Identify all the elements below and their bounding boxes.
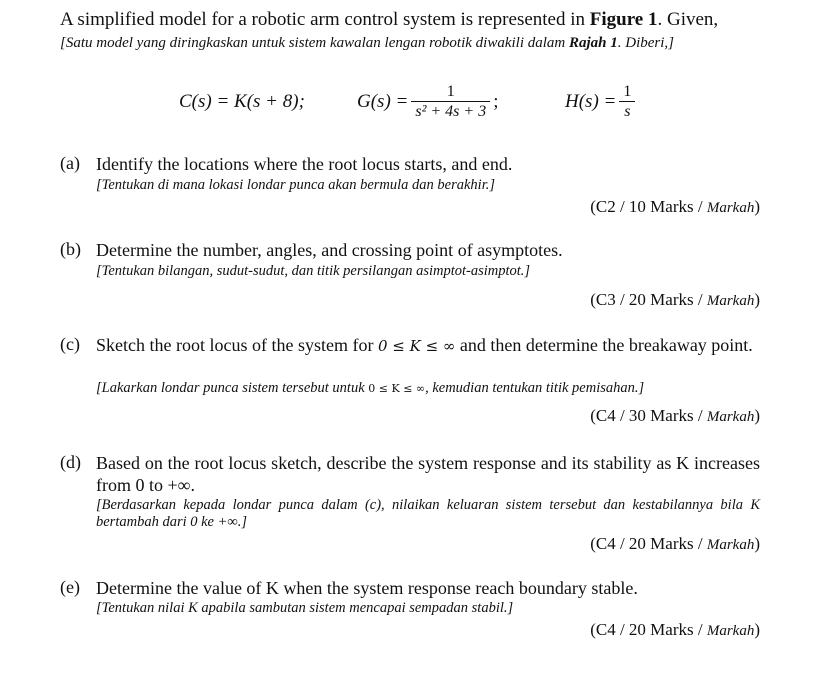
h-fraction	[619, 83, 635, 122]
question-text: Based on the root locus sketch, describe the system response and its stability as K increases from 0 to +∞.	[96, 453, 760, 495]
marks-c	[590, 406, 760, 426]
marks-close: )	[754, 534, 760, 553]
figure-reference: Figure 1	[589, 9, 658, 30]
controller-equation	[179, 72, 305, 132]
intro-malay-text: [Satu model yang diringkaskan untuk sistem kawalan lengan robotik diwakili dalam	[60, 35, 569, 51]
feedback-equation	[565, 72, 638, 132]
marks-text: (C4 / 20 Marks /	[590, 534, 707, 553]
intro-malay-text-end: . Diberi,]	[617, 35, 674, 51]
question-c	[60, 334, 760, 414]
malay-text-part: , kemudian tentukan titik pemisahan.]	[425, 380, 645, 396]
question-malay: [Tentukan nilai K apabila sambutan sistem mencapai sempadan stabil.]	[96, 600, 514, 616]
markah-text: Markah	[706, 537, 755, 553]
k-range-malay: 0 ≤ K ≤ ∞	[368, 382, 426, 395]
h-lhs: H(s) =	[565, 91, 617, 112]
h-numerator: 1	[623, 82, 632, 100]
marks-a	[590, 197, 760, 217]
question-label: (e)	[60, 577, 80, 597]
markah-text: Markah	[706, 200, 755, 216]
question-label: (d)	[60, 452, 81, 472]
intro-english	[60, 8, 718, 32]
marks-text: (C2 / 10 Marks /	[590, 197, 707, 216]
rajah-reference: Rajah 1	[568, 35, 618, 51]
marks-text: (C3 / 20 Marks /	[590, 290, 707, 309]
h-denominator: s	[624, 102, 631, 120]
k-range: 0 ≤ K ≤ ∞	[377, 337, 456, 355]
question-malay	[96, 380, 760, 397]
marks-b	[590, 290, 760, 310]
intro-text-end: . Given,	[657, 9, 719, 30]
marks-d	[590, 534, 760, 554]
question-text-part: and then determine the breakaway point.	[455, 335, 753, 355]
question-d	[60, 452, 760, 542]
question-malay: [Tentukan bilangan, sudut-sudut, dan titik persilangan asimptot-asimptot.]	[96, 263, 531, 279]
g-numerator: 1	[446, 82, 455, 100]
markah-text: Markah	[706, 409, 755, 425]
plant-equation	[357, 72, 498, 132]
marks-close: )	[754, 406, 760, 425]
g-denominator: s² + 4s + 3	[415, 102, 487, 120]
question-malay: [Berdasarkan kepada londar punca dalam (c), nilaikan keluaran sistem tersebut dan kestabilannya bila K bertambah dari 0 ke +∞.]	[96, 497, 760, 530]
question-text-part: Sketch the root locus of the system for	[96, 335, 378, 355]
question-text: Identify the locations where the root locus starts, and end.	[96, 154, 513, 174]
marks-text: (C4 / 20 Marks /	[590, 620, 707, 639]
marks-e	[590, 620, 760, 640]
question-text	[96, 334, 760, 357]
intro-text: A simplified model for a robotic arm control system is represented in	[60, 9, 590, 30]
question-text: Determine the value of K when the system response reach boundary stable.	[96, 578, 638, 598]
marks-close: )	[754, 620, 760, 639]
question-label: (a)	[60, 153, 80, 173]
question-label: (c)	[60, 334, 80, 354]
malay-text-part: [Lakarkan londar punca sistem tersebut untuk	[96, 380, 369, 396]
marks-text: (C4 / 30 Marks /	[590, 406, 707, 425]
c-expression: C(s) = K(s + 8);	[179, 91, 305, 112]
question-text: Determine the number, angles, and crossing point of asymptotes.	[96, 240, 563, 260]
markah-text: Markah	[706, 623, 755, 639]
marks-close: )	[754, 290, 760, 309]
g-separator: ;	[493, 91, 499, 112]
transfer-functions	[0, 72, 820, 132]
marks-close: )	[754, 197, 760, 216]
question-label: (b)	[60, 239, 81, 259]
intro-malay	[60, 35, 674, 52]
g-fraction	[411, 83, 490, 122]
markah-text: Markah	[706, 293, 755, 309]
question-malay: [Tentukan di mana lokasi londar punca akan bermula dan berakhir.]	[96, 177, 496, 193]
g-lhs: G(s) =	[357, 91, 409, 112]
